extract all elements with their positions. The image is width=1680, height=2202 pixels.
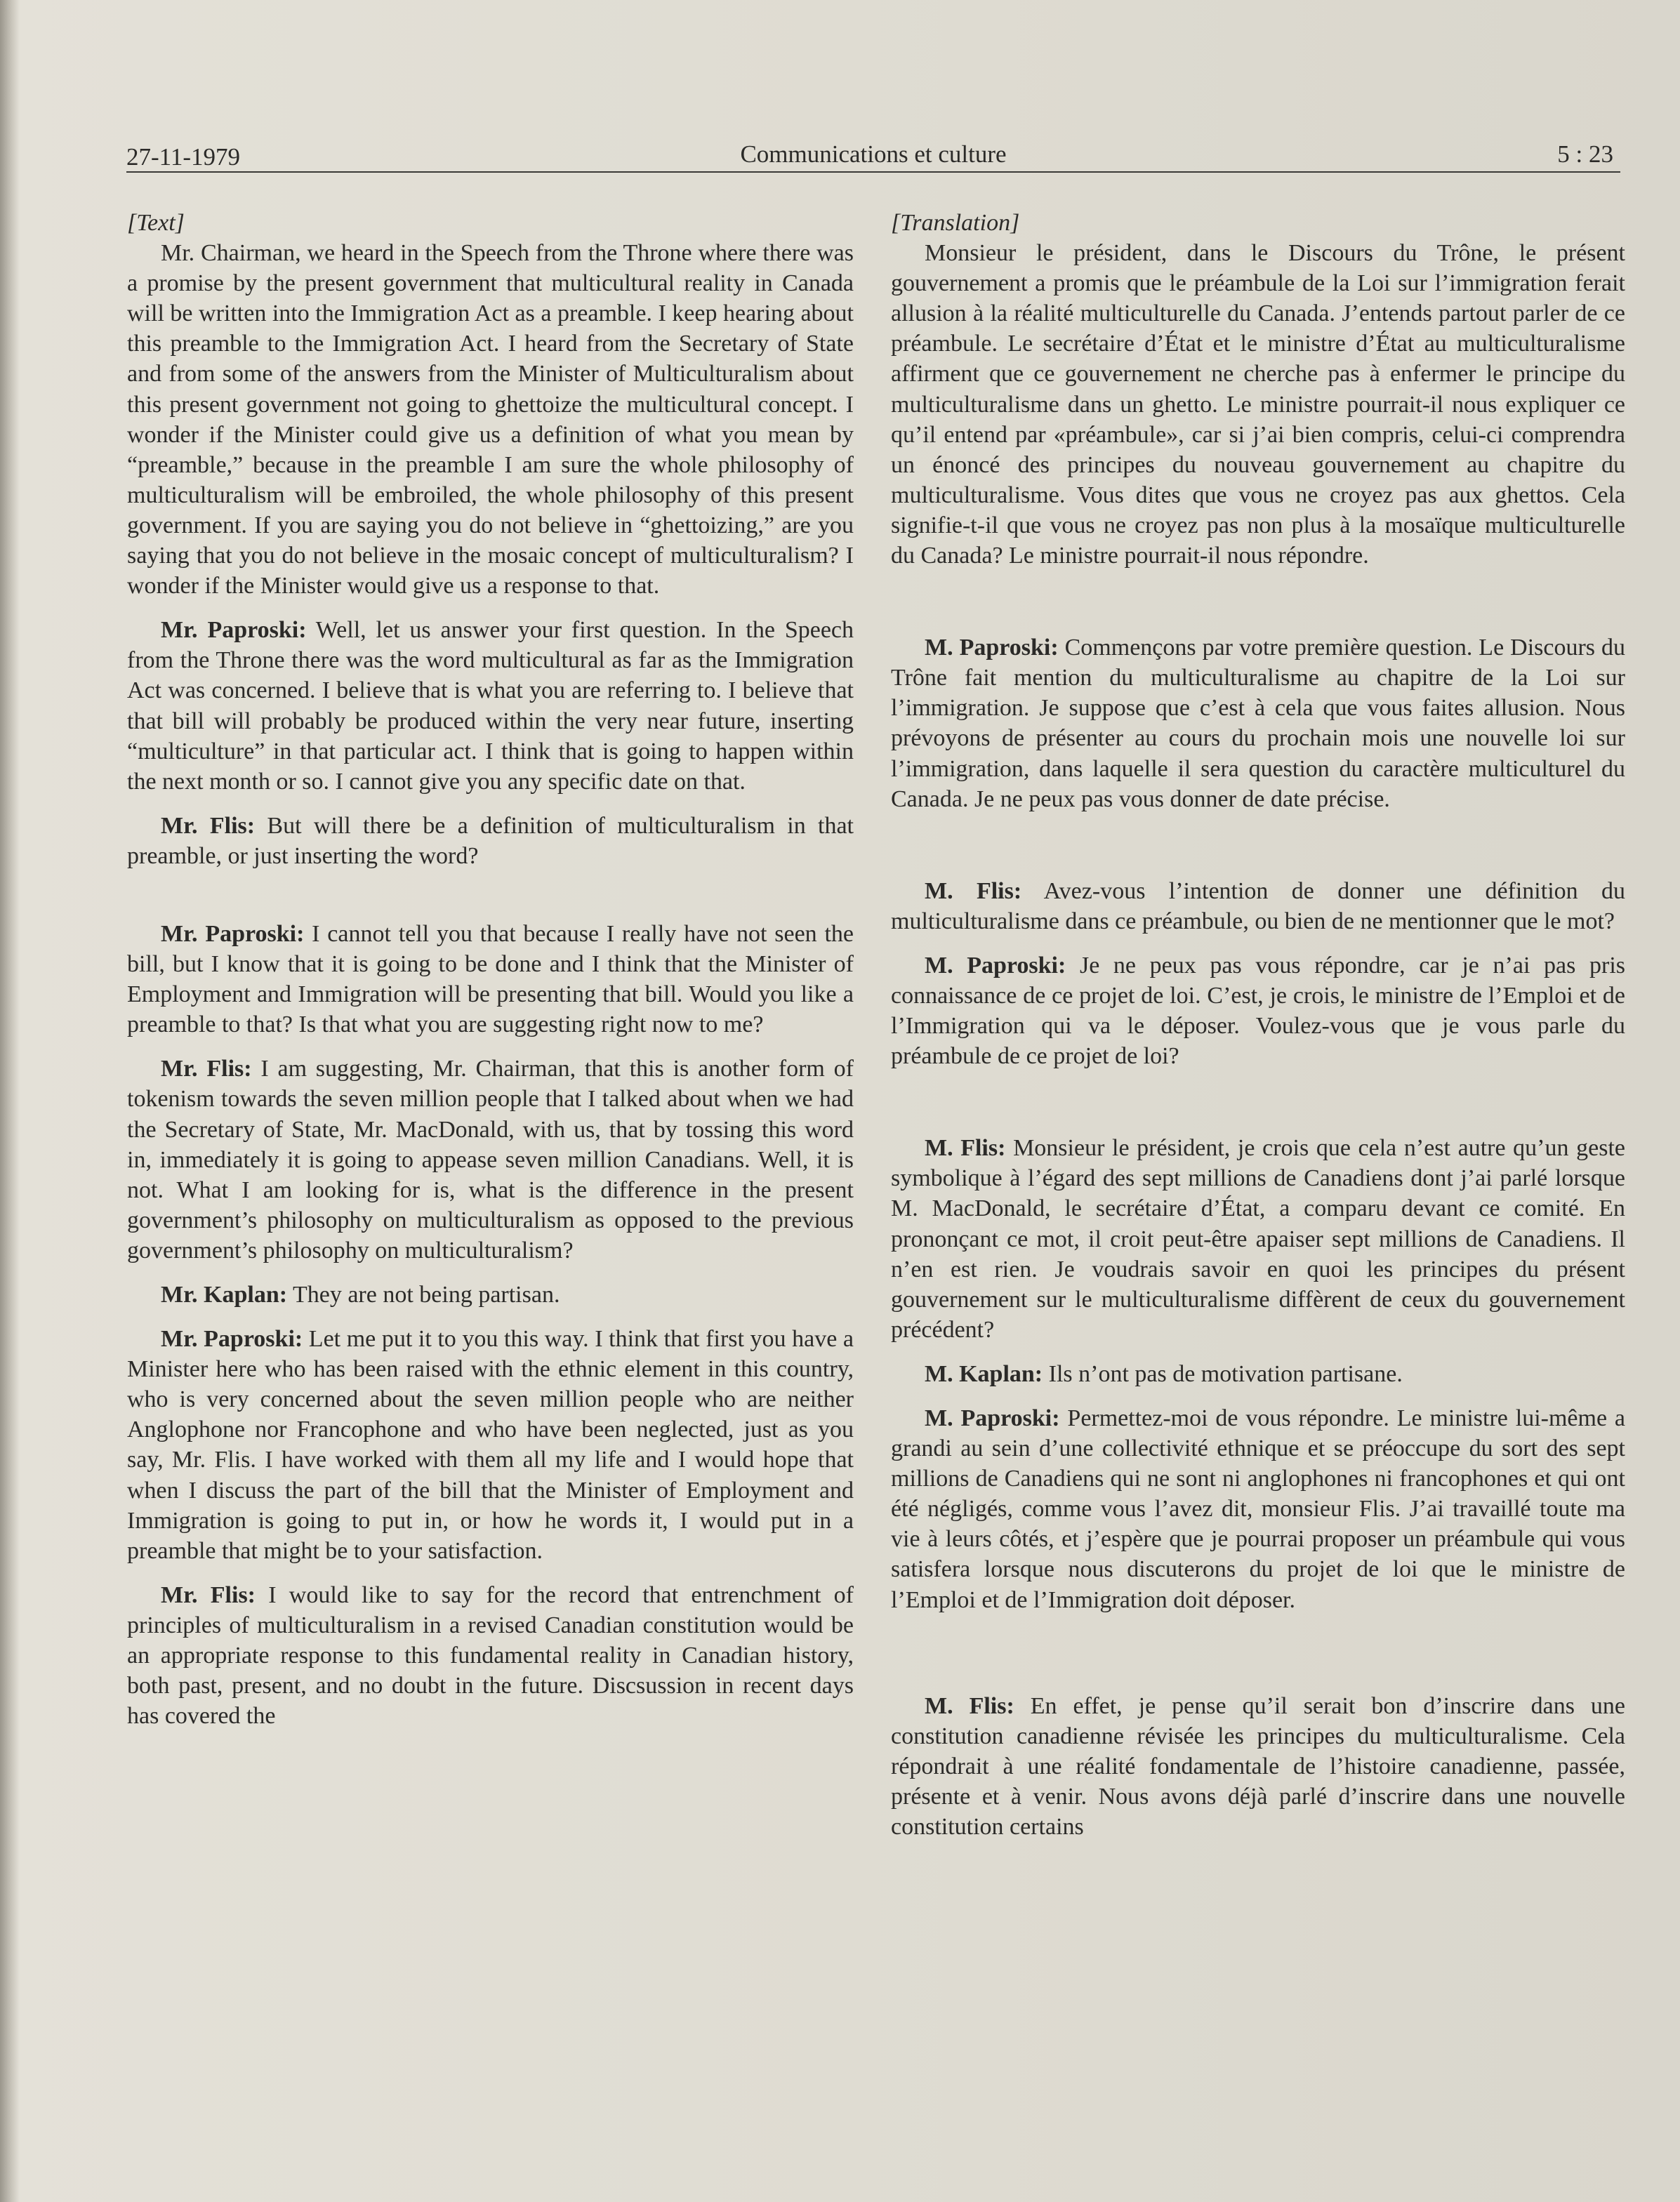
paragraph [891,1133,1625,1345]
paragraph [891,1691,1625,1842]
header-rule [126,171,1620,173]
speaker-name: Mr. Paproski: [161,1326,303,1353]
paragraph-text: Ils n’ont pas de motivation partisane. [1043,1360,1403,1387]
header-title: Communications et culture [740,140,1007,168]
paragraph [891,238,1625,571]
binding-shadow [0,0,20,2202]
paragraph-text: En effet, je pense qu’il serait bon d’inscrire dans une constitution canadienne révisée les principes du multiculturalisme. Cela répondrait à une réalité fondamentale de l’histoire canadienne, passée, présente et à venir. Nous avons déjà parlé d’inscrire dans une nouvelle constitution certains [891,1692,1626,1840]
paragraph-text: I cannot tell you that because I really have not seen the bill, but I know that it is going to be done and I think that the Minister of Employment and Immigration will be presenting that bill. Would you like a preamble to that? Is that what you are suggesting right now to me? [127,920,854,1038]
speaker-name: Mr. Kaplan: [161,1282,288,1308]
paragraph [891,1359,1625,1389]
paragraph [891,1403,1625,1615]
paragraph-text: Monsieur le président, je crois que cela n’est autre qu’un geste symbolique à l’égard des sept millions de Canadiens dont j’ai parlé lorsque M. MacDonald, le secrétaire d’État, a comparu devant ce comité. En prononçant ce mot, il croit peut-être apaiser sept millions de Canadiens. Il n’en est rien. Je voudrais savoir en quoi les principes du présent gouvernement sur le multiculturalisme diffèrent de ceux du gouvernement précédent? [891,1135,1625,1343]
header-date: 27-11-1979 [126,143,241,171]
column-label-translation: [Translation] [891,210,1020,236]
right-column-french [891,208,1625,1842]
speaker-name: M. Paproski: [925,952,1066,979]
speaker-name: M. Paproski: [925,1405,1060,1431]
speaker-name: Mr. Paproski: [161,617,307,644]
paragraph-text: Mr. Chairman, we heard in the Speech from the Throne where there was a promise by the present government that multicultural reality in Canada will be written into the Immigration Act as a preamble. I keep hearing about this preamble to the Immigration Act. I heard from the Secretary of State and from some of the answers from the Minister of Multiculturalism about this present government not going to ghettoize the multicultural concept. I wonder if the Minister could give us a definition of what you mean by “preamble,” because in the preamble I am sure the whole philosophy of multiculturalism will be embroiled, the whole philosophy of this present government. If you are saying you do not believe in “ghettoizing,” are you saying that you do not believe in the mosaic concept of multiculturalism? I wonder if the Minister would give us a response to that. [127,240,854,599]
speaker-name: Mr. Flis: [161,1581,256,1608]
speaker-name: Mr. Paproski: [161,920,305,947]
speaker-name: M. Kaplan: [925,1360,1043,1387]
paragraph [127,1054,854,1266]
speaker-name: Mr. Flis: [161,812,256,839]
speaker-name: Mr. Flis: [161,1056,252,1082]
paragraph [891,632,1625,814]
speaker-name: M. Paproski: [925,635,1059,661]
paragraph [891,876,1625,936]
paragraph [127,615,854,797]
paragraph-text: Let me put it to you this way. I think that first you have a Minister here who has been raised with the ethnic element in this country, who is very concerned about the seven million people who are neither Anglophone nor Francophone and who have been neglected, just as you say, Mr. Flis. I have worked with them all my life and I would hope that when I discuss the part of the bill that the Minister of Employment and Immigration is going to put in, or how he words it, I would put in a preamble that might be to your satisfaction. [127,1326,854,1564]
header-page-number: 5 : 23 [1557,140,1613,168]
paragraph [127,1324,854,1566]
paragraph [127,811,854,871]
paragraph [127,919,854,1040]
speaker-name: M. Flis: [925,1692,1014,1719]
column-label-text: [Text] [127,210,185,236]
paragraph-text: Commençons par votre première question. Le Discours du Trône fait mention du multiculturalisme au chapitre de la Loi sur l’immigration. Je suppose que c’est à cela que vous faites allusion. Nous prévoyons de présenter au cours du prochain mois une nouvelle loi sur l’immigration, dans laquelle il sera question du caractère multiculturel du Canada. Je ne peux pas vous donner de date précise. [891,635,1626,812]
paragraph [127,1280,854,1310]
page-header [126,138,1620,171]
paragraph [127,1580,854,1731]
left-column-english [127,208,854,1731]
speaker-name: M. Flis: [925,877,1022,904]
paragraph-text: I would like to say for the record that entrenchment of principles of multiculturalism in a revised Canadian constitution would be an appropriate response to this fundamental reality in Canadian history, both past, present, and no doubt in the future. Discsussion in recent days has covered the [127,1581,854,1730]
paragraph-text: Je ne peux pas vous répondre, car je n’ai pas pris connaissance de ce projet de loi. C’est, je crois, le ministre de l’Emploi et de l’Immigration qui va le déposer. Voulez-vous que je vous parle du préambule de ce projet de loi? [891,952,1626,1070]
paragraph [891,950,1625,1071]
paragraph-text: I am suggesting, Mr. Chairman, that this is another form of tokenism towards the seven million people that I talked about when we had the Secretary of State, Mr. MacDonald, with us, that by tossing this word in, immediately it is going to appease seven million Canadians. Well, it is not. What I am looking for is, what is the difference in the present government’s philosophy on multiculturalism as opposed to the previous government’s philosophy on multiculturalism? [127,1056,854,1264]
paragraph [127,238,854,601]
paragraph-text: They are not being partisan. [287,1282,560,1308]
paragraph-text: Avez-vous l’intention de donner une définition du multiculturalisme dans ce préambule, ou bien de ne mentionner que le mot? [891,877,1626,934]
paragraph-text: Well, let us answer your first question. In the Speech from the Throne there was the word multicultural as far as the Immigration Act was concerned. I believe that is what you are referring to. I believe that that bill will probably be produced within the very near future, inserting “multiculture” in that particular act. I think that is going to happen within the next month or so. I cannot give you any specific date on that. [127,617,854,795]
paragraph-text: But will there be a definition of multiculturalism in that preamble, or just inserting the word? [127,812,854,869]
paragraph-text: Permettez-moi de vous répondre. Le ministre lui-même a grandi au sein d’une collectivité ethnique et se préoccupe du sort des sept millions de Canadiens qui ne sont ni anglophones ni francophones et qui ont été négligés, comme vous l’avez dit, monsieur Flis. J’ai travaillé toute ma vie à leurs côtés, et j’espère que je pourrai proposer un préambule qui vous satisfera lorsque nous discuterons du projet de loi que le ministre de l’Emploi et de l’Immigration doit déposer. [891,1405,1625,1613]
paragraph-text: Monsieur le président, dans le Discours du Trône, le présent gouvernement a promis que le préambule de la Loi sur l’immigration ferait allusion à la réalité multiculturelle du Canada. J’entends partout parler de ce préambule. Le secrétaire d’État et le ministre d’État au multiculturalisme affirment que ce gouvernement ne cherche pas à enfermer le principe du multiculturalisme dans un ghetto. Le ministre pourrait-il nous expliquer ce qu’il entend par «préambule», car si j’ai bien compris, celui-ci comprendra un énoncé des principes du nouveau gouvernement au chapitre du multiculturalisme. Vous dites que vous ne croyez pas aux ghettos. Cela signifie-t-il que vous ne croyez pas non plus à la mosaïque multiculturelle du Canada? Le ministre pourrait-il nous répondre. [891,240,1625,569]
speaker-name: M. Flis: [925,1135,1006,1162]
